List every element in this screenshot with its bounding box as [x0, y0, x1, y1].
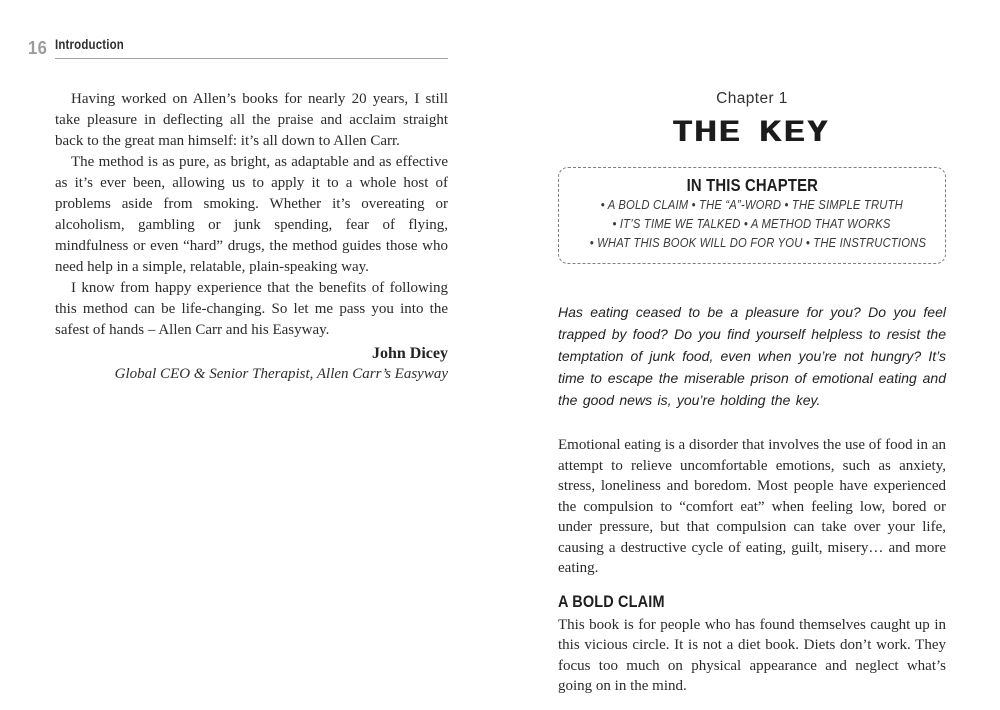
chapter-title: THE KEY — [673, 115, 831, 148]
intro-italic-paragraph: Has eating ceased to be a pleasure for you? Do you feel trapped by food? Do you find yourself helpless to resist the temptation of junk food, even when you’re not hungry? It’s time to escape the miserable prison of emotional eating and the good news is, you’re holding the key. — [558, 304, 946, 408]
running-head — [28, 36, 448, 59]
section-paragraph: This book is for people who has found themselves caught up in this vicious circle. It is not a diet book. Diets don’t work. They focus too much on physical appearance and neglect what’s going on in the mind. — [558, 616, 946, 694]
signature-block — [55, 344, 448, 384]
box-heading-row — [571, 175, 933, 196]
running-head-rule — [55, 36, 448, 59]
box-line — [571, 196, 933, 215]
introduction-body — [55, 89, 448, 384]
paragraph: Having worked on Allen’s books for nearly 20 years, I still take pleasure in deflecting all the praise and acclaim straight back to the great man himself: it’s all down to Allen Carr. — [55, 91, 448, 149]
box-heading: IN THIS CHAPTER — [686, 175, 818, 195]
body-paragraph: Emotional eating is a disorder that involves the use of food in an attempt to relieve uncomfortable emotions, such as anxiety, stress, loneliness and boredom. Most people have experienced the compulsion to “comfort eat” when feeling low, bored or under pressure, but that compulsion can take over your life, causing a destructive cycle of eating, guilt, misery… and more eating. — [558, 437, 946, 576]
page-number: 16 — [28, 38, 48, 58]
right-page — [558, 0, 946, 697]
left-page — [28, 36, 448, 384]
signature-title: Global CEO & Senior Therapist, Allen Carr’s Easyway — [114, 366, 448, 382]
paragraph: The method is as pure, as bright, as adaptable and as effective as it’s ever been, allowing us to apply it to a whole host of problems aside from smoking. Whether it’s overeating or alcoholism, gambling or junk spending, fear of flying, mindfulness or even “hard” drugs, the method guides those who need help in a simple, relatable, plain-speaking way. — [55, 154, 448, 275]
box-line — [571, 234, 933, 253]
box-line — [571, 215, 933, 234]
box-line-text: • WHAT THIS BOOK WILL DO FOR YOU • THE INSTRUCTIONS — [589, 236, 927, 250]
box-line-text: • IT’S TIME WE TALKED • A METHOD THAT WORKS — [612, 217, 892, 231]
paragraph: I know from happy experience that the benefits of following this method can be life-changing. So let me pass you into the safest of hands – Allen Carr and his Easyway. — [55, 280, 448, 338]
chapter-label: Chapter 1 — [716, 90, 788, 107]
in-this-chapter-box — [558, 167, 946, 264]
box-line-text: • A BOLD CLAIM • THE “A”-WORD • THE SIMPLE TRUTH — [600, 198, 904, 212]
running-title: Introduction — [55, 37, 124, 52]
section-heading — [558, 592, 946, 612]
signature-name: John Dicey — [372, 345, 448, 362]
section-heading-text: A BOLD CLAIM — [558, 591, 665, 611]
